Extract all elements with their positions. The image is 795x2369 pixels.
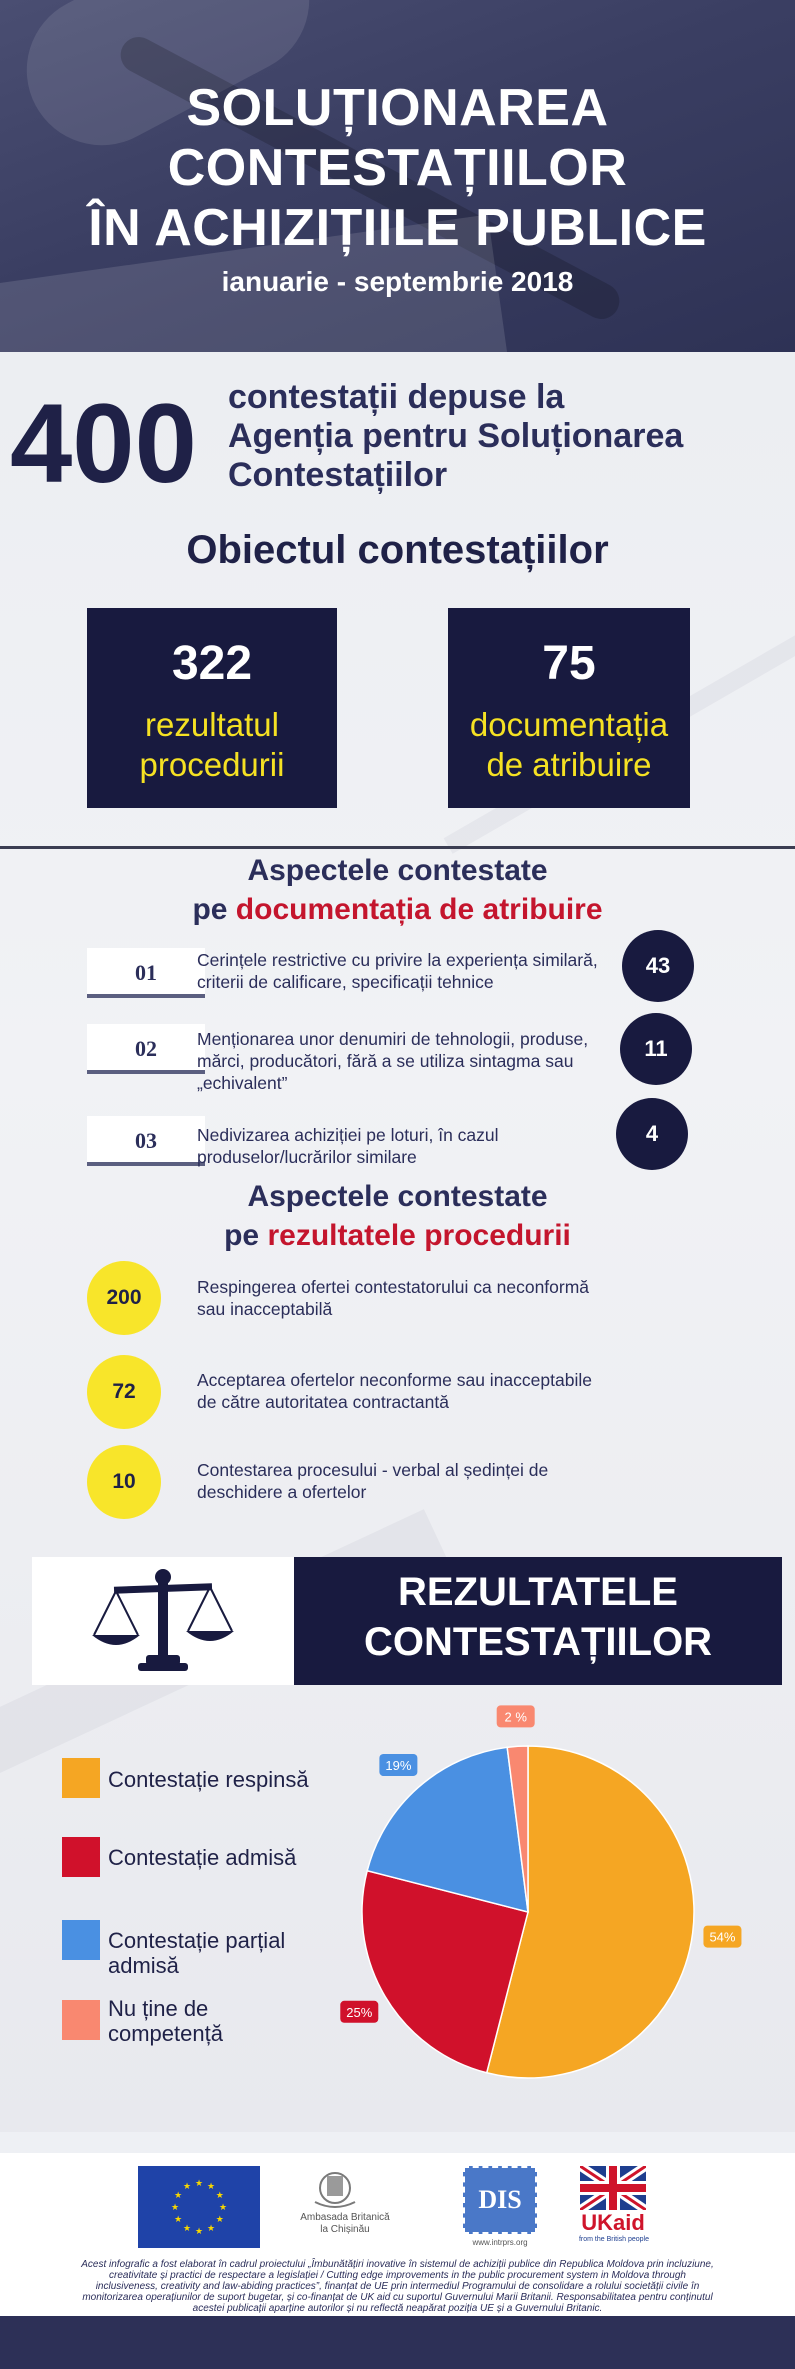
documentation-item-text: Menționarea unor denumiri de tehnologii, produse, mărci, producători, fără a se utiliza sintagma sau „echivalent” — [197, 1029, 589, 1093]
pie-value-label — [379, 1754, 417, 1776]
total-count: 400 — [10, 381, 197, 506]
eu-star-icon: ★ — [206, 2222, 216, 2233]
documentation-title-line-1: Aspectele contestate — [247, 854, 548, 887]
eu-star-icon: ★ — [215, 2214, 224, 2224]
procedure-item-count: 72 — [87, 1355, 161, 1429]
page-title-line-3: ÎN ACHIZIȚIILE PUBLICE — [88, 199, 707, 257]
procedure-item-text: Contestarea procesului - verbal al ședinței de deschidere a ofertelor — [197, 1460, 549, 1502]
eu-flag-icon — [138, 2166, 260, 2248]
legend-swatch-competenta — [62, 2000, 100, 2040]
summary-text-line-3: Contestațiilor — [228, 456, 448, 494]
stat-label-line-1: documentația — [469, 706, 669, 743]
results-title-line-2: CONTESTAȚIILOR — [363, 1620, 713, 1664]
eu-star-icon: ★ — [174, 2214, 183, 2224]
legend-label: Contestație parțial admisă — [108, 1928, 286, 1978]
stat-label-line-1: rezultatul — [145, 706, 279, 743]
disclaimer-line: acestei publicații aparține autorilor și nu reflectă neapărat poziția UE și a Guvernului Britanic. — [192, 2303, 603, 2314]
disclaimer-line: monitorizarea operațiunilor de suport bugetar, și co-finanțat de UK aid cu suportul Guvernului Marii Britanii. Responsabilitatea pentru conținutul — [82, 2292, 713, 2303]
summary-text-line-1: contestații depuse la — [228, 378, 565, 416]
page-subtitle: ianuarie - septembrie 2018 — [221, 266, 574, 297]
eu-star-icon: ★ — [206, 2181, 216, 2192]
legend-label: Nu ține de competență — [108, 1996, 223, 2046]
documentation-item-text: Nedivizarea achiziției pe loturi, în cazul produselor/lucrărilor similare — [197, 1125, 499, 1167]
page-title-line-1: SOLUȚIONAREA — [186, 79, 609, 137]
results-pie-chart — [300, 1700, 760, 2100]
legend-swatch-partial — [62, 1920, 100, 1960]
item-tag: 01 — [87, 948, 205, 998]
uk-embassy-caption-1: Ambasada Britanică — [300, 2212, 390, 2223]
eu-star-icon: ★ — [194, 2226, 204, 2236]
procedure-item-text: Respingerea ofertei contestatorului ca neconformă sau inacceptabilă — [197, 1277, 590, 1319]
eu-star-icon: ★ — [194, 2178, 204, 2188]
documentation-item-count: 11 — [620, 1013, 692, 1085]
documentation-item-count: 4 — [616, 1098, 688, 1170]
procedure-item-text: Acceptarea ofertelor neconforme sau inacceptabile de către autoritatea contractantă — [197, 1370, 592, 1412]
svg-text:19%: 19% — [385, 1757, 412, 1773]
eu-star-icon: ★ — [218, 2202, 228, 2212]
page-title-line-2: CONTESTAȚIILOR — [167, 139, 628, 197]
uk-embassy-caption-2: la Chișinău — [320, 2224, 370, 2235]
disclaimer-line: creativitate și practici de respectare a legislației / Cutting edge improvements in the public procurement system in Moldova through — [109, 2270, 686, 2281]
stat-box-procedure — [87, 608, 337, 808]
documentation-item-text: Cerințele restrictive cu privire la experiența similară, criterii de calificare, specificații tehnice — [197, 950, 598, 992]
stat-label-line-2: de atribuire — [486, 746, 652, 783]
ukaid-tagline: from the British people — [578, 2236, 650, 2243]
results-title-line-1: REZULTATELE — [398, 1570, 678, 1614]
svg-text:2 %: 2 % — [504, 1709, 527, 1725]
item-tag: 03 — [87, 1116, 205, 1166]
documentation-title-line-2: pe documentația de atribuire — [192, 893, 603, 926]
documentation-item-count: 43 — [622, 930, 694, 1002]
ukaid-logo-text: UKaid — [581, 2210, 645, 2235]
stat-label-line-2: procedurii — [139, 746, 285, 783]
eu-star-icon: ★ — [174, 2190, 183, 2200]
eu-star-icon: ★ — [182, 2222, 192, 2233]
disclaimer-line: Acest infografic a fost elaborat în cadrul proiectului „Îmbunătățiri inovative în sistemul de achiziții publice din Republica Moldova prin incluziune, — [81, 2259, 714, 2270]
section-divider — [0, 846, 795, 849]
pie-value-label — [497, 1705, 535, 1727]
balance-scale-icon — [32, 1557, 294, 1685]
dis-logo-icon: DIS — [463, 2166, 537, 2234]
results-banner-icon-area — [32, 1557, 294, 1685]
pie-value-label — [340, 2001, 378, 2023]
uk-embassy-crest-icon — [305, 2168, 365, 2210]
eu-star-icon: ★ — [182, 2181, 192, 2192]
header-banner — [0, 0, 795, 352]
svg-text:25%: 25% — [346, 2004, 373, 2020]
stat-box-documentation — [448, 608, 690, 808]
dis-url: www.intrprs.org — [472, 2238, 528, 2247]
documentation-title-highlight: documentația de atribuire — [235, 893, 603, 926]
procedure-title-line-2: pe rezultatele procedurii — [224, 1219, 571, 1252]
legend-label: Contestație respinsă — [108, 1767, 309, 1792]
eu-star-icon: ★ — [170, 2202, 180, 2212]
pie-value-label — [703, 1926, 741, 1948]
footer-bar — [0, 2316, 795, 2369]
procedure-item-count: 200 — [87, 1261, 161, 1335]
svg-text:54%: 54% — [709, 1929, 736, 1945]
summary-text-line-2: Agenția pentru Soluționarea — [228, 417, 684, 455]
legend-swatch-admisa — [62, 1837, 100, 1877]
stat-number: 322 — [171, 637, 253, 690]
legend-swatch-respinsa — [62, 1758, 100, 1798]
stat-number: 75 — [542, 637, 596, 690]
eu-star-icon: ★ — [215, 2190, 224, 2200]
procedure-item-count: 10 — [87, 1445, 161, 1519]
item-tag: 02 — [87, 1024, 205, 1074]
procedure-title-line-1: Aspectele contestate — [247, 1180, 548, 1213]
legend-label: Contestație admisă — [108, 1845, 297, 1870]
object-title: Obiectul contestațiilor — [186, 528, 609, 572]
ukaid-flag-icon — [580, 2166, 646, 2210]
procedure-title-highlight: rezultatele procedurii — [267, 1219, 571, 1252]
disclaimer-line: inclusiveness, creativity and law-abiding practices”, finanțat de UE prin intermediul Programului de consolidare a rolului societății civile în — [95, 2281, 700, 2292]
